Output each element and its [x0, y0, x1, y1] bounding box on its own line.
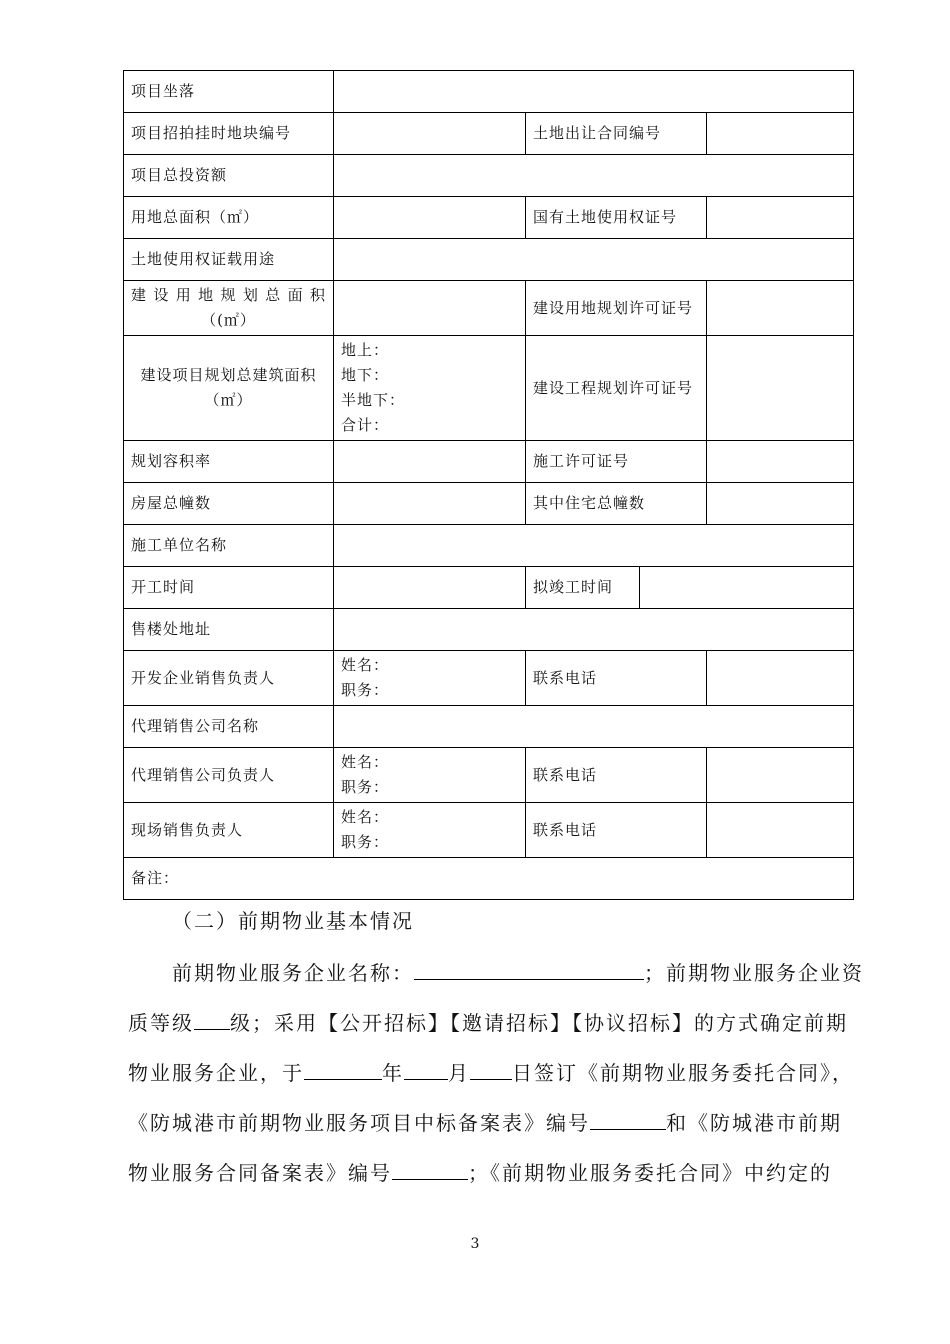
position-label: 职务： — [341, 681, 390, 699]
label-parcel-no: 项目招拍挂时地块编号 — [124, 113, 334, 155]
para-line-5: 物业服务合同备案表》编号 ；《前期物业服务委托合同》中约定的 — [128, 1148, 853, 1198]
remarks-cell[interactable]: 备注： — [124, 858, 854, 900]
value-onsite-phone[interactable] — [707, 803, 854, 858]
value-planned-completion[interactable] — [640, 567, 854, 609]
year-blank[interactable] — [304, 1055, 382, 1080]
label-construction-permit: 施工许可证号 — [526, 441, 707, 483]
name-label: 姓名： — [341, 753, 390, 771]
value-agency-name[interactable] — [334, 706, 854, 748]
contract-record-no-blank[interactable] — [392, 1155, 468, 1180]
label-land-area: 用地总面积（㎡） — [124, 197, 334, 239]
value-planned-building-area[interactable] — [334, 336, 526, 441]
position-label: 职务： — [341, 833, 390, 851]
area-semi-label: 半地下： — [341, 391, 406, 409]
planned-building-area-line2: （㎡） — [204, 391, 253, 409]
planned-land-area-line2: （(㎡） — [201, 311, 256, 329]
label-developer-phone: 联系电话 — [526, 651, 707, 706]
value-land-use[interactable] — [334, 239, 854, 281]
label-planned-land-area — [124, 281, 334, 336]
label-land-use: 土地使用权证载用途 — [124, 239, 334, 281]
company-name-blank[interactable] — [414, 955, 644, 980]
property-paragraph — [128, 948, 864, 1198]
project-info-table — [123, 70, 854, 900]
value-land-cert-no[interactable] — [707, 197, 854, 239]
name-label: 姓名： — [341, 656, 390, 674]
tender-record-no-blank[interactable] — [590, 1105, 666, 1130]
value-engineering-permit[interactable] — [707, 336, 854, 441]
planned-land-area-line1: 建设用地规划总面积 — [131, 286, 326, 304]
area-total-label: 合计： — [341, 416, 390, 434]
label-planned-completion: 拟竣工时间 — [526, 567, 640, 609]
area-above-label: 地上： — [341, 341, 390, 359]
label-planned-building-area — [124, 336, 334, 441]
day-blank[interactable] — [470, 1055, 512, 1080]
value-sales-office-address[interactable] — [334, 609, 854, 651]
label-land-plan-permit: 建设用地规划许可证号 — [526, 281, 707, 336]
value-contractor[interactable] — [334, 525, 854, 567]
para-line-2: 质等级 级；采用【公开招标】【邀请招标】【协议招标】的方式确定前期 — [128, 998, 853, 1048]
value-land-area[interactable] — [334, 197, 526, 239]
label-total-investment: 项目总投资额 — [124, 155, 334, 197]
para-line-1: 前期物业服务企业名称： ；前期物业服务企业资 — [128, 948, 853, 998]
value-residential-count[interactable] — [707, 483, 854, 525]
page-number: 3 — [470, 1236, 480, 1252]
label-location: 项目坐落 — [124, 71, 334, 113]
value-land-contract-no[interactable] — [707, 113, 854, 155]
value-building-count[interactable] — [334, 483, 526, 525]
grade-blank[interactable] — [194, 1005, 230, 1030]
position-label: 职务： — [341, 778, 390, 796]
label-land-cert-no: 国有土地使用权证号 — [526, 197, 707, 239]
section-heading: （二）前期物业基本情况 — [172, 909, 414, 933]
name-label: 姓名： — [341, 808, 390, 826]
value-location[interactable] — [334, 71, 854, 113]
value-planned-land-area[interactable] — [334, 281, 526, 336]
label-start-time: 开工时间 — [124, 567, 334, 609]
label-developer-sales-manager: 开发企业销售负责人 — [124, 651, 334, 706]
label-building-count: 房屋总幢数 — [124, 483, 334, 525]
value-construction-permit[interactable] — [707, 441, 854, 483]
value-start-time[interactable] — [334, 567, 526, 609]
label-engineering-permit: 建设工程规划许可证号 — [526, 336, 707, 441]
value-agency-manager[interactable] — [334, 748, 526, 803]
label-agency-name: 代理销售公司名称 — [124, 706, 334, 748]
value-plot-ratio[interactable] — [334, 441, 526, 483]
value-developer-phone[interactable] — [707, 651, 854, 706]
label-plot-ratio: 规划容积率 — [124, 441, 334, 483]
area-below-label: 地下： — [341, 366, 390, 384]
month-blank[interactable] — [404, 1055, 448, 1080]
label-sales-office-address: 售楼处地址 — [124, 609, 334, 651]
value-parcel-no[interactable] — [334, 113, 526, 155]
para-line-3: 物业服务企业，于 年 月 日签订《前期物业服务委托合同》， — [128, 1048, 853, 1098]
label-residential-count: 其中住宅总幢数 — [526, 483, 707, 525]
value-developer-sales-manager[interactable] — [334, 651, 526, 706]
label-agency-manager: 代理销售公司负责人 — [124, 748, 334, 803]
value-total-investment[interactable] — [334, 155, 854, 197]
para-line-4: 《防城港市前期物业服务项目中标备案表》编号 和《防城港市前期 — [128, 1098, 853, 1148]
label-onsite-sales-manager: 现场销售负责人 — [124, 803, 334, 858]
value-onsite-sales-manager[interactable] — [334, 803, 526, 858]
label-contractor: 施工单位名称 — [124, 525, 334, 567]
label-onsite-phone: 联系电话 — [526, 803, 707, 858]
planned-building-area-line1: 建设项目规划总建筑面积 — [140, 366, 317, 384]
label-land-contract-no: 土地出让合同编号 — [526, 113, 707, 155]
value-agency-phone[interactable] — [707, 748, 854, 803]
label-agency-phone: 联系电话 — [526, 748, 707, 803]
value-land-plan-permit[interactable] — [707, 281, 854, 336]
